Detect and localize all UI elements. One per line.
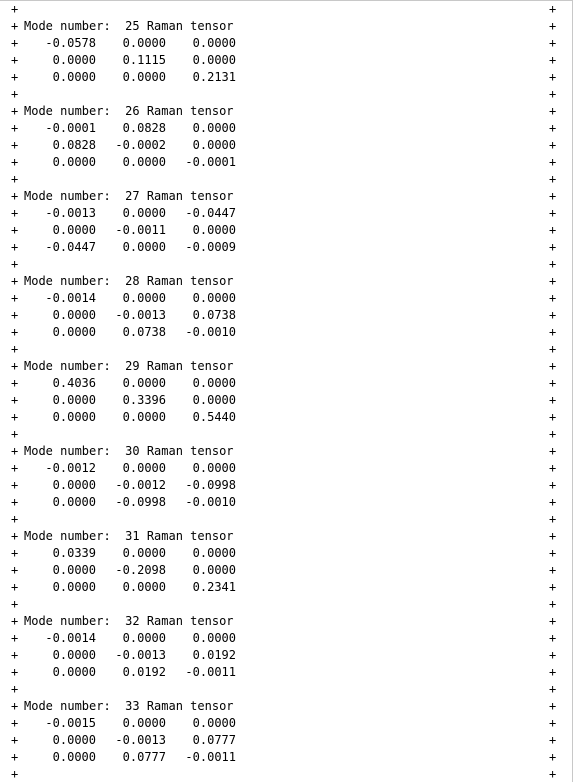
tensor-row [0, 324, 573, 341]
tensor-cell: -0.0012 [115, 478, 166, 492]
left-border: + [11, 495, 19, 509]
tensor-cell: 0.0000 [192, 223, 236, 237]
right-border: + [549, 121, 557, 135]
mode-header-line [0, 188, 573, 205]
tensor-cell: 0.0000 [192, 393, 236, 407]
left-border: + [11, 121, 19, 135]
tensor-cell: 0.0828 [52, 138, 96, 152]
right-border: + [549, 563, 557, 577]
right-border: + [549, 87, 557, 101]
tensor-row [0, 749, 573, 766]
tensor-cell: 0.0000 [122, 461, 166, 475]
tensor-cell: -0.0010 [185, 495, 236, 509]
tensor-cell: 0.0000 [122, 410, 166, 424]
left-border: + [11, 563, 19, 577]
tensor-cell: 0.0828 [122, 121, 166, 135]
tensor-cell: 0.0000 [52, 308, 96, 322]
tensor-cell: 0.0777 [192, 733, 236, 747]
blank-line [0, 256, 573, 273]
tensor-cell: 0.0000 [122, 546, 166, 560]
right-border: + [549, 478, 557, 492]
right-border: + [549, 750, 557, 764]
tensor-cell: 0.0000 [52, 495, 96, 509]
tensor-cell: 0.3396 [122, 393, 166, 407]
tensor-cell: 0.0000 [52, 580, 96, 594]
blank-line [0, 341, 573, 358]
mode-header-line [0, 273, 573, 290]
left-border: + [11, 308, 19, 322]
right-border: + [549, 631, 557, 645]
tensor-cell: 0.0000 [192, 376, 236, 390]
tensor-cell: -0.0011 [115, 223, 166, 237]
right-border: + [549, 410, 557, 424]
tensor-cell: -0.0447 [185, 206, 236, 220]
tensor-cell: 0.0738 [192, 308, 236, 322]
left-border: + [11, 240, 19, 254]
tensor-row [0, 545, 573, 562]
mode-header-line [0, 358, 573, 375]
left-border: + [11, 546, 19, 560]
mode-header: Mode number: 32 Raman tensor [24, 614, 234, 628]
left-border: + [11, 648, 19, 662]
mode-header: Mode number: 25 Raman tensor [24, 19, 234, 33]
tensor-cell: 0.0192 [192, 648, 236, 662]
right-border: + [549, 223, 557, 237]
left-border: + [11, 274, 19, 288]
tensor-cell: 0.0000 [52, 478, 96, 492]
right-border: + [549, 665, 557, 679]
left-border: + [11, 2, 19, 16]
tensor-cell: 0.0000 [52, 155, 96, 169]
tensor-row [0, 222, 573, 239]
tensor-row [0, 664, 573, 681]
right-border: + [549, 206, 557, 220]
tensor-cell: 0.0000 [122, 155, 166, 169]
tensor-row [0, 120, 573, 137]
tensor-cell: 0.0000 [122, 580, 166, 594]
tensor-row [0, 35, 573, 52]
left-border: + [11, 325, 19, 339]
left-border: + [11, 597, 19, 611]
left-border: + [11, 138, 19, 152]
tensor-cell: 0.5440 [192, 410, 236, 424]
left-border: + [11, 665, 19, 679]
blank-line [0, 681, 573, 698]
mode-header: Mode number: 28 Raman tensor [24, 274, 234, 288]
tensor-cell: 0.0000 [192, 53, 236, 67]
mode-header-line [0, 18, 573, 35]
left-border: + [11, 223, 19, 237]
tensor-row [0, 307, 573, 324]
right-border: + [549, 36, 557, 50]
blank-line [0, 766, 573, 783]
tensor-row [0, 715, 573, 732]
right-border: + [549, 325, 557, 339]
tensor-cell: 0.0000 [52, 325, 96, 339]
tensor-row [0, 494, 573, 511]
tensor-cell: -0.0001 [185, 155, 236, 169]
left-border: + [11, 410, 19, 424]
right-border: + [549, 393, 557, 407]
tensor-row [0, 409, 573, 426]
right-border: + [549, 2, 557, 16]
tensor-row [0, 375, 573, 392]
mode-header: Mode number: 27 Raman tensor [24, 189, 234, 203]
tensor-cell: 0.0000 [192, 563, 236, 577]
mode-header-line [0, 443, 573, 460]
left-border: + [11, 444, 19, 458]
tensor-row [0, 52, 573, 69]
tensor-cell: 0.0000 [122, 206, 166, 220]
right-border: + [549, 699, 557, 713]
tensor-cell: -0.0578 [45, 36, 96, 50]
tensor-cell: 0.0000 [52, 733, 96, 747]
left-border: + [11, 155, 19, 169]
tensor-cell: 0.0000 [192, 461, 236, 475]
console-output [0, 1, 573, 783]
tensor-cell: 0.0000 [122, 716, 166, 730]
mode-header-line [0, 528, 573, 545]
tensor-cell: 0.0339 [52, 546, 96, 560]
tensor-cell: 0.0000 [52, 53, 96, 67]
right-border: + [549, 444, 557, 458]
tensor-cell: 0.0000 [192, 121, 236, 135]
right-border: + [549, 376, 557, 390]
tensor-row [0, 579, 573, 596]
tensor-cell: 0.0000 [52, 393, 96, 407]
tensor-cell: -0.0013 [115, 308, 166, 322]
mode-header: Mode number: 33 Raman tensor [24, 699, 234, 713]
left-border: + [11, 580, 19, 594]
tensor-row [0, 477, 573, 494]
tensor-cell: 0.0738 [122, 325, 166, 339]
tensor-cell: 0.0000 [192, 138, 236, 152]
left-border: + [11, 70, 19, 84]
left-border: + [11, 393, 19, 407]
tensor-cell: -0.0001 [45, 121, 96, 135]
tensor-row [0, 154, 573, 171]
right-border: + [549, 461, 557, 475]
right-border: + [549, 597, 557, 611]
tensor-cell: 0.0777 [122, 750, 166, 764]
tensor-cell: -0.0998 [185, 478, 236, 492]
tensor-cell: -0.0002 [115, 138, 166, 152]
tensor-cell: 0.2341 [192, 580, 236, 594]
left-border: + [11, 257, 19, 271]
tensor-row [0, 630, 573, 647]
tensor-cell: -0.0010 [185, 325, 236, 339]
tensor-row [0, 239, 573, 256]
tensor-cell: -0.0014 [45, 291, 96, 305]
blank-line [0, 511, 573, 528]
tensor-cell: 0.0000 [52, 410, 96, 424]
tensor-row [0, 290, 573, 307]
tensor-row [0, 562, 573, 579]
left-border: + [11, 682, 19, 696]
left-border: + [11, 461, 19, 475]
right-border: + [549, 529, 557, 543]
right-border: + [549, 614, 557, 628]
mode-header: Mode number: 26 Raman tensor [24, 104, 234, 118]
mode-header: Mode number: 29 Raman tensor [24, 359, 234, 373]
mode-header: Mode number: 31 Raman tensor [24, 529, 234, 543]
right-border: + [549, 359, 557, 373]
left-border: + [11, 733, 19, 747]
left-border: + [11, 767, 19, 781]
left-border: + [11, 206, 19, 220]
tensor-cell: 0.2131 [192, 70, 236, 84]
left-border: + [11, 716, 19, 730]
right-border: + [549, 342, 557, 356]
tensor-cell: 0.0000 [52, 665, 96, 679]
left-border: + [11, 359, 19, 373]
tensor-cell: -0.0998 [115, 495, 166, 509]
blank-line [0, 86, 573, 103]
right-border: + [549, 716, 557, 730]
left-border: + [11, 631, 19, 645]
tensor-row [0, 460, 573, 477]
right-border: + [549, 189, 557, 203]
tensor-cell: 0.0000 [192, 631, 236, 645]
right-border: + [549, 427, 557, 441]
right-border: + [549, 274, 557, 288]
right-border: + [549, 240, 557, 254]
tensor-row [0, 392, 573, 409]
right-border: + [549, 19, 557, 33]
tensor-cell: -0.0014 [45, 631, 96, 645]
blank-line [0, 1, 573, 18]
left-border: + [11, 750, 19, 764]
tensor-cell: 0.0000 [122, 70, 166, 84]
tensor-cell: -0.0015 [45, 716, 96, 730]
left-border: + [11, 36, 19, 50]
left-border: + [11, 342, 19, 356]
tensor-cell: 0.0000 [192, 291, 236, 305]
tensor-cell: 0.0000 [192, 716, 236, 730]
right-border: + [549, 53, 557, 67]
tensor-cell: -0.2098 [115, 563, 166, 577]
tensor-cell: -0.0013 [45, 206, 96, 220]
tensor-cell: 0.0000 [122, 36, 166, 50]
tensor-cell: -0.0012 [45, 461, 96, 475]
right-border: + [549, 70, 557, 84]
right-border: + [549, 155, 557, 169]
tensor-cell: 0.0000 [122, 376, 166, 390]
tensor-cell: 0.0000 [122, 291, 166, 305]
tensor-row [0, 205, 573, 222]
tensor-cell: -0.0447 [45, 240, 96, 254]
right-border: + [549, 648, 557, 662]
tensor-cell: 0.0000 [122, 240, 166, 254]
left-border: + [11, 427, 19, 441]
right-border: + [549, 257, 557, 271]
blank-line [0, 426, 573, 443]
right-border: + [549, 138, 557, 152]
tensor-cell: 0.0000 [52, 750, 96, 764]
tensor-cell: 0.1115 [122, 53, 166, 67]
tensor-cell: 0.4036 [52, 376, 96, 390]
left-border: + [11, 529, 19, 543]
tensor-cell: 0.0000 [192, 36, 236, 50]
tensor-cell: -0.0011 [185, 750, 236, 764]
right-border: + [549, 495, 557, 509]
tensor-row [0, 732, 573, 749]
tensor-cell: 0.0000 [52, 70, 96, 84]
right-border: + [549, 308, 557, 322]
tensor-cell: 0.0000 [122, 631, 166, 645]
tensor-cell: 0.0000 [52, 648, 96, 662]
mode-header-line [0, 103, 573, 120]
left-border: + [11, 104, 19, 118]
tensor-cell: -0.0013 [115, 648, 166, 662]
right-border: + [549, 682, 557, 696]
right-border: + [549, 291, 557, 305]
left-border: + [11, 478, 19, 492]
right-border: + [549, 733, 557, 747]
left-border: + [11, 189, 19, 203]
tensor-cell: 0.0192 [122, 665, 166, 679]
right-border: + [549, 767, 557, 781]
mode-header-line [0, 613, 573, 630]
right-border: + [549, 580, 557, 594]
mode-header: Mode number: 30 Raman tensor [24, 444, 234, 458]
left-border: + [11, 376, 19, 390]
tensor-row [0, 647, 573, 664]
tensor-cell: 0.0000 [192, 546, 236, 560]
left-border: + [11, 87, 19, 101]
blank-line [0, 171, 573, 188]
right-border: + [549, 546, 557, 560]
right-border: + [549, 512, 557, 526]
tensor-cell: -0.0013 [115, 733, 166, 747]
tensor-cell: -0.0009 [185, 240, 236, 254]
left-border: + [11, 291, 19, 305]
tensor-cell: 0.0000 [52, 223, 96, 237]
left-border: + [11, 699, 19, 713]
tensor-cell: 0.0000 [52, 563, 96, 577]
left-border: + [11, 512, 19, 526]
left-border: + [11, 19, 19, 33]
left-border: + [11, 614, 19, 628]
tensor-row [0, 69, 573, 86]
left-border: + [11, 53, 19, 67]
right-border: + [549, 104, 557, 118]
left-border: + [11, 172, 19, 186]
tensor-row [0, 137, 573, 154]
mode-header-line [0, 698, 573, 715]
tensor-cell: -0.0011 [185, 665, 236, 679]
right-border: + [549, 172, 557, 186]
blank-line [0, 596, 573, 613]
